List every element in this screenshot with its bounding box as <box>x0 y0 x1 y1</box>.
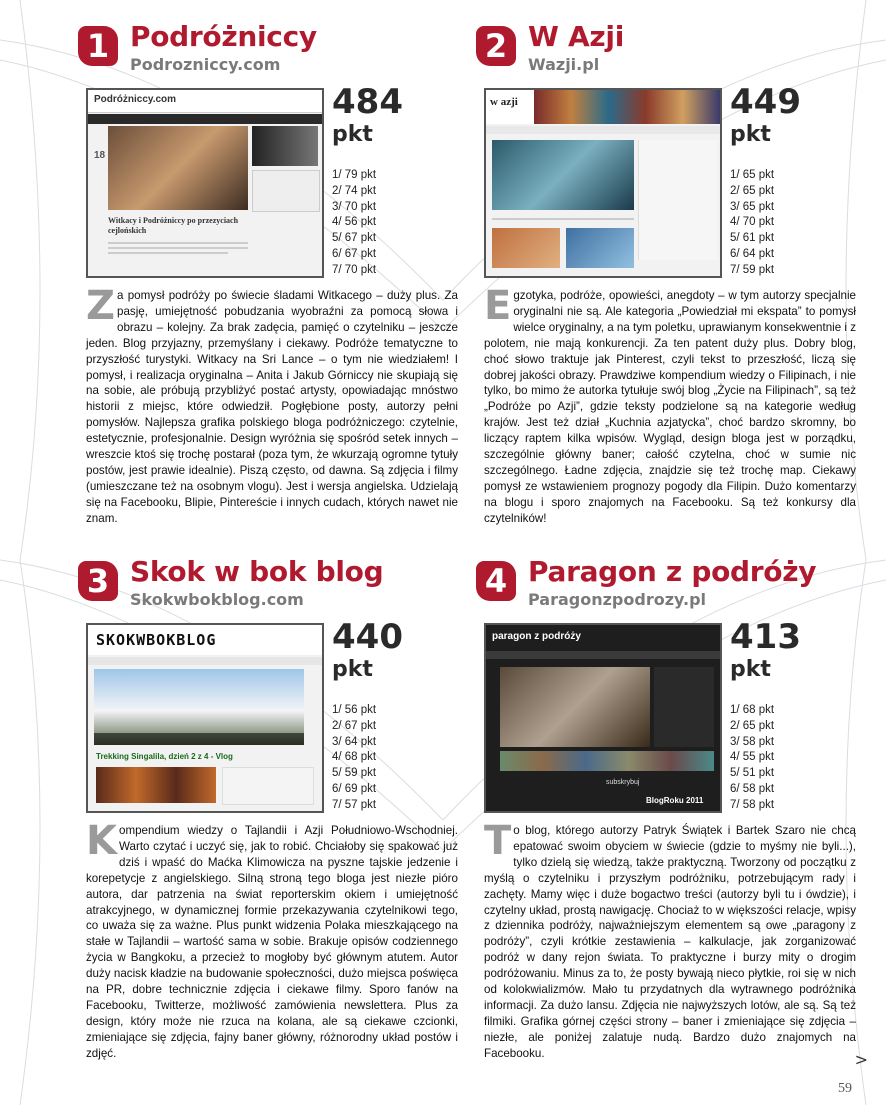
score-unit: pkt <box>730 657 771 682</box>
jury-votes <box>730 168 774 279</box>
score-value: 413 <box>730 617 801 657</box>
screenshot-logo: SKOKWBOKBLOG <box>96 631 217 649</box>
blog-screenshot <box>484 88 722 278</box>
review-text <box>484 818 856 1062</box>
blog-title: Podróżniccy <box>130 20 317 53</box>
drop-cap: Z <box>86 283 116 329</box>
vote-line: 6/ 69 pkt <box>332 782 377 795</box>
review-body: ompendium wiedzy o Tajlandii i Azji Południowo-Wschodniej. Warto czytać i uczyć się, jak to robić. Chciałoby się spakować już dziś i wpaść do Maćka Klimowicza na pyszne tajskie jedzenie i korepetycje z angielskiego. Silną stroną tego bloga jest niezłe pióro autora, dar patrzenia na świat reporterskim okiem i umiejętność atrakcyjnego, w dynamicznej formie przekazywania czytelnikowi tego, co uważa się za ważne. Plus punkt widzenia Polaka mieszkającego na stałe w Tajlandii – wartość sama w sobie. Brakuje opisów codziennego życia w Bangkoku, a przecież to mogłoby być głównym atutem. Autor duży nacisk kładzie na budowanie społeczności, dużo miejsca poświęca na PR, dobre technicznie zdjęcia i ciekawe filmy. Sporo fanów na Facebooku, Twitterze, możliwość zamówienia newslettera. Plus za design, który może nie rzuca na kolana, ale są ciekawe czcionki, zmieniające się zdjęcia, fajny baner główny, różnorodny układ postów i zdjęć. <box>86 824 458 1060</box>
rank-badge: 4 <box>476 561 516 601</box>
drop-cap: K <box>86 818 117 864</box>
vote-line: 5/ 51 pkt <box>730 767 775 780</box>
score-unit: pkt <box>332 122 373 147</box>
vote-line: 1/ 65 pkt <box>730 169 775 181</box>
jury-votes <box>332 168 376 279</box>
rank-badge: 1 <box>78 26 118 66</box>
vote-line: 4/ 56 pkt <box>332 216 377 229</box>
screenshot-award-badge: BlogRoku 2011 <box>646 796 704 805</box>
review-body: o blog, którego autorzy Patryk Świątek i Bartek Szaro nie chcą epatować swoim obyciem w świecie (gdzie to myśmy nie byli...), tylko dzielą się wiedzą, także praktyczną. Tworzony od początku z myślą o czytelniku i przyszłym podróżniku, potrzebującym rady i zachęty. Mamy więc i duże bogactwo treści (autorzy byli tu i ówdzie), i czytelny układ, prostą nawigację. Chociaż to w większości relacje, wpisy z dziennika podróży, najważniejszym elementem są owe „paragony z podróży”, czyli krótkie zestawienia – kalkulacje, jak zorganizować podróż w dany rejon świata. To praktyczne i burzy mity o drogim podróżowaniu. Minus za to, że posty bywają nieco płytkie, roi się w nich od kolokwializmów. Mało tu przydatnych dla wytrawnego podróżnika informacji. Za dużo lansu. Zdjęcia nie najwyższych lotów, ale są. Są też filmiki. Grafika górnej części strony – baner i zmieniające się zdjęcia – niezłe, ale poniżej zalatuje nudą. Bardzo dużo znajomych na Facebooku. <box>484 824 856 1060</box>
drop-cap: T <box>484 818 512 864</box>
vote-line: 7/ 58 pkt <box>730 798 775 811</box>
score-unit: pkt <box>730 122 771 147</box>
screenshot-logo: Podróżniccy.com <box>94 94 177 105</box>
vote-line: 5/ 61 pkt <box>730 232 775 245</box>
vote-line: 7/ 57 pkt <box>332 798 377 811</box>
blog-screenshot <box>86 623 324 813</box>
screenshot-headline: Witkacy i Podróżniccy po przezyciach cejlońskich <box>108 216 239 235</box>
vote-line: 7/ 70 pkt <box>332 263 377 276</box>
score-value: 449 <box>730 82 801 122</box>
vote-line: 7/ 59 pkt <box>730 263 775 276</box>
vote-line: 2/ 65 pkt <box>730 719 775 732</box>
review-body: a pomysł podróży po świecie śladami Witkacego – duży plus. Za pasję, umiejętność pobudzania wyobraźni za pomocą słowa i obrazu – kolejny. Za brak zadęcia, pamięć o czytelniku – jeszcze jeden. Blog przyjazny, przemyślany i ciekawy. Podróże tematyczne to przyszłość turystyki. Witkacy na Sri Lance – o tym nie wiedziałem! I pomysł, i realizacja oryginalna – Anita i Jakub Górniccy nie skupiają się na sobie, ale próbują przybliżyć postać artysty, opowiadając mnóstwo historii z miejsc, które odwiedził. Pogłębione posty, autorzy pełni pomysłów. Najlepsza grafika polskiego bloga podróżniczego: czytelnie, estetycznie, profesjonalnie. Design wyróżnia się spośród setek innych – wreszcie ktoś się trochę postarał (poza tym, że wkurzają ogromne tytuły postów, jest prawie idealnie). Piszą często, od dawna. Są zdjęcia i filmy (umieszczane też na osobnym vlogu). Jest i wersja angielska. Udzielają się na Facebooku, Blipie, Pintereście i innych cudach, których nawet nie znam. <box>86 289 458 525</box>
blog-screenshot <box>484 623 722 813</box>
review-body: gzotyka, podróże, opowieści, anegdoty – w tym autorzy specjalnie oryginalni nie są. Ale kategoria „Powiedział mi ekspata” to pomysł wielce oryginalny, a na tym poletku, uprawianym konsekwentnie i z polotem, nie mają konkurencji. Za ten patent duży plus. Dobry blog, choć słowo traktuje jak Pinterest, czyli tekst to przeszłość, liczą się dobrej jakości obrazy. Prawdziwe kompendium wiedzy o Filipinach, i nie tylko, bo mimo że autorka tytułuje swój blog „Życie na Filipinach”, są też „Podróże po Azji”, gdzie teksty podzielone są na kategorie według krajów. Jest też dział „Kuchnia azjatycka”, choć bardzo skromny, bo liczący raptem kilka wpisów. Wygląd, design bloga jest w porządku, szczególnie główny baner; całość czytelna, choć w sumie nic szczególnego. Ładne zdjęcia, znajdzie się też trochę map. Ciekawy pomysł ze wstawieniem prognozy pogody dla Filipin. Dużo komentarzy na blogu i sporo znajomych na Facebooku. Są też konkursy dla czytelników! <box>484 289 856 525</box>
blog-domain: Paragonzpodrozy.pl <box>528 590 706 609</box>
score-value: 440 <box>332 617 403 657</box>
page-number: 59 <box>838 1081 852 1096</box>
review-text <box>86 818 458 1062</box>
vote-line: 6/ 64 pkt <box>730 247 775 260</box>
jury-votes <box>332 703 376 814</box>
vote-line: 3/ 70 pkt <box>332 200 377 213</box>
vote-line: 6/ 67 pkt <box>332 247 377 260</box>
rank-badge: 3 <box>78 561 118 601</box>
vote-line: 1/ 56 pkt <box>332 704 377 716</box>
jury-votes <box>730 703 774 814</box>
drop-cap: E <box>484 283 512 329</box>
blog-domain: Skokwbokblog.com <box>130 590 304 609</box>
vote-line: 1/ 79 pkt <box>332 169 377 181</box>
vote-line: 1/ 68 pkt <box>730 704 775 716</box>
screenshot-date: 18 <box>94 150 106 161</box>
review-text <box>86 283 458 527</box>
vote-line: 4/ 68 pkt <box>332 751 377 764</box>
rank-badge: 2 <box>476 26 516 66</box>
vote-line: 2/ 65 pkt <box>730 184 775 197</box>
next-page-arrow-icon: > <box>854 1050 868 1069</box>
vote-line: 6/ 58 pkt <box>730 782 775 795</box>
blog-domain: Wazji.pl <box>528 55 600 74</box>
review-text <box>484 283 856 527</box>
vote-line: 4/ 55 pkt <box>730 751 775 764</box>
vote-line: 2/ 67 pkt <box>332 719 377 732</box>
vote-line: 5/ 67 pkt <box>332 232 377 245</box>
screenshot-headline: Trekking Singalila, dzień 2 z 4 - Vlog <box>96 752 233 761</box>
score-value: 484 <box>332 82 403 122</box>
screenshot-logo: paragon z podróży <box>492 631 581 642</box>
vote-line: 4/ 70 pkt <box>730 216 775 229</box>
vote-line: 3/ 65 pkt <box>730 200 775 213</box>
blog-title: W Azji <box>528 20 624 53</box>
score-unit: pkt <box>332 657 373 682</box>
blog-screenshot <box>86 88 324 278</box>
screenshot-subscribe: subskrybuj <box>606 779 640 786</box>
vote-line: 5/ 59 pkt <box>332 767 377 780</box>
blog-title: Paragon z podróży <box>528 555 817 588</box>
vote-line: 3/ 58 pkt <box>730 735 775 748</box>
blog-domain: Podrozniccy.com <box>130 55 281 74</box>
vote-line: 3/ 64 pkt <box>332 735 377 748</box>
screenshot-logo: w azji <box>490 96 518 108</box>
vote-line: 2/ 74 pkt <box>332 184 377 197</box>
blog-title: Skok w bok blog <box>130 555 384 588</box>
